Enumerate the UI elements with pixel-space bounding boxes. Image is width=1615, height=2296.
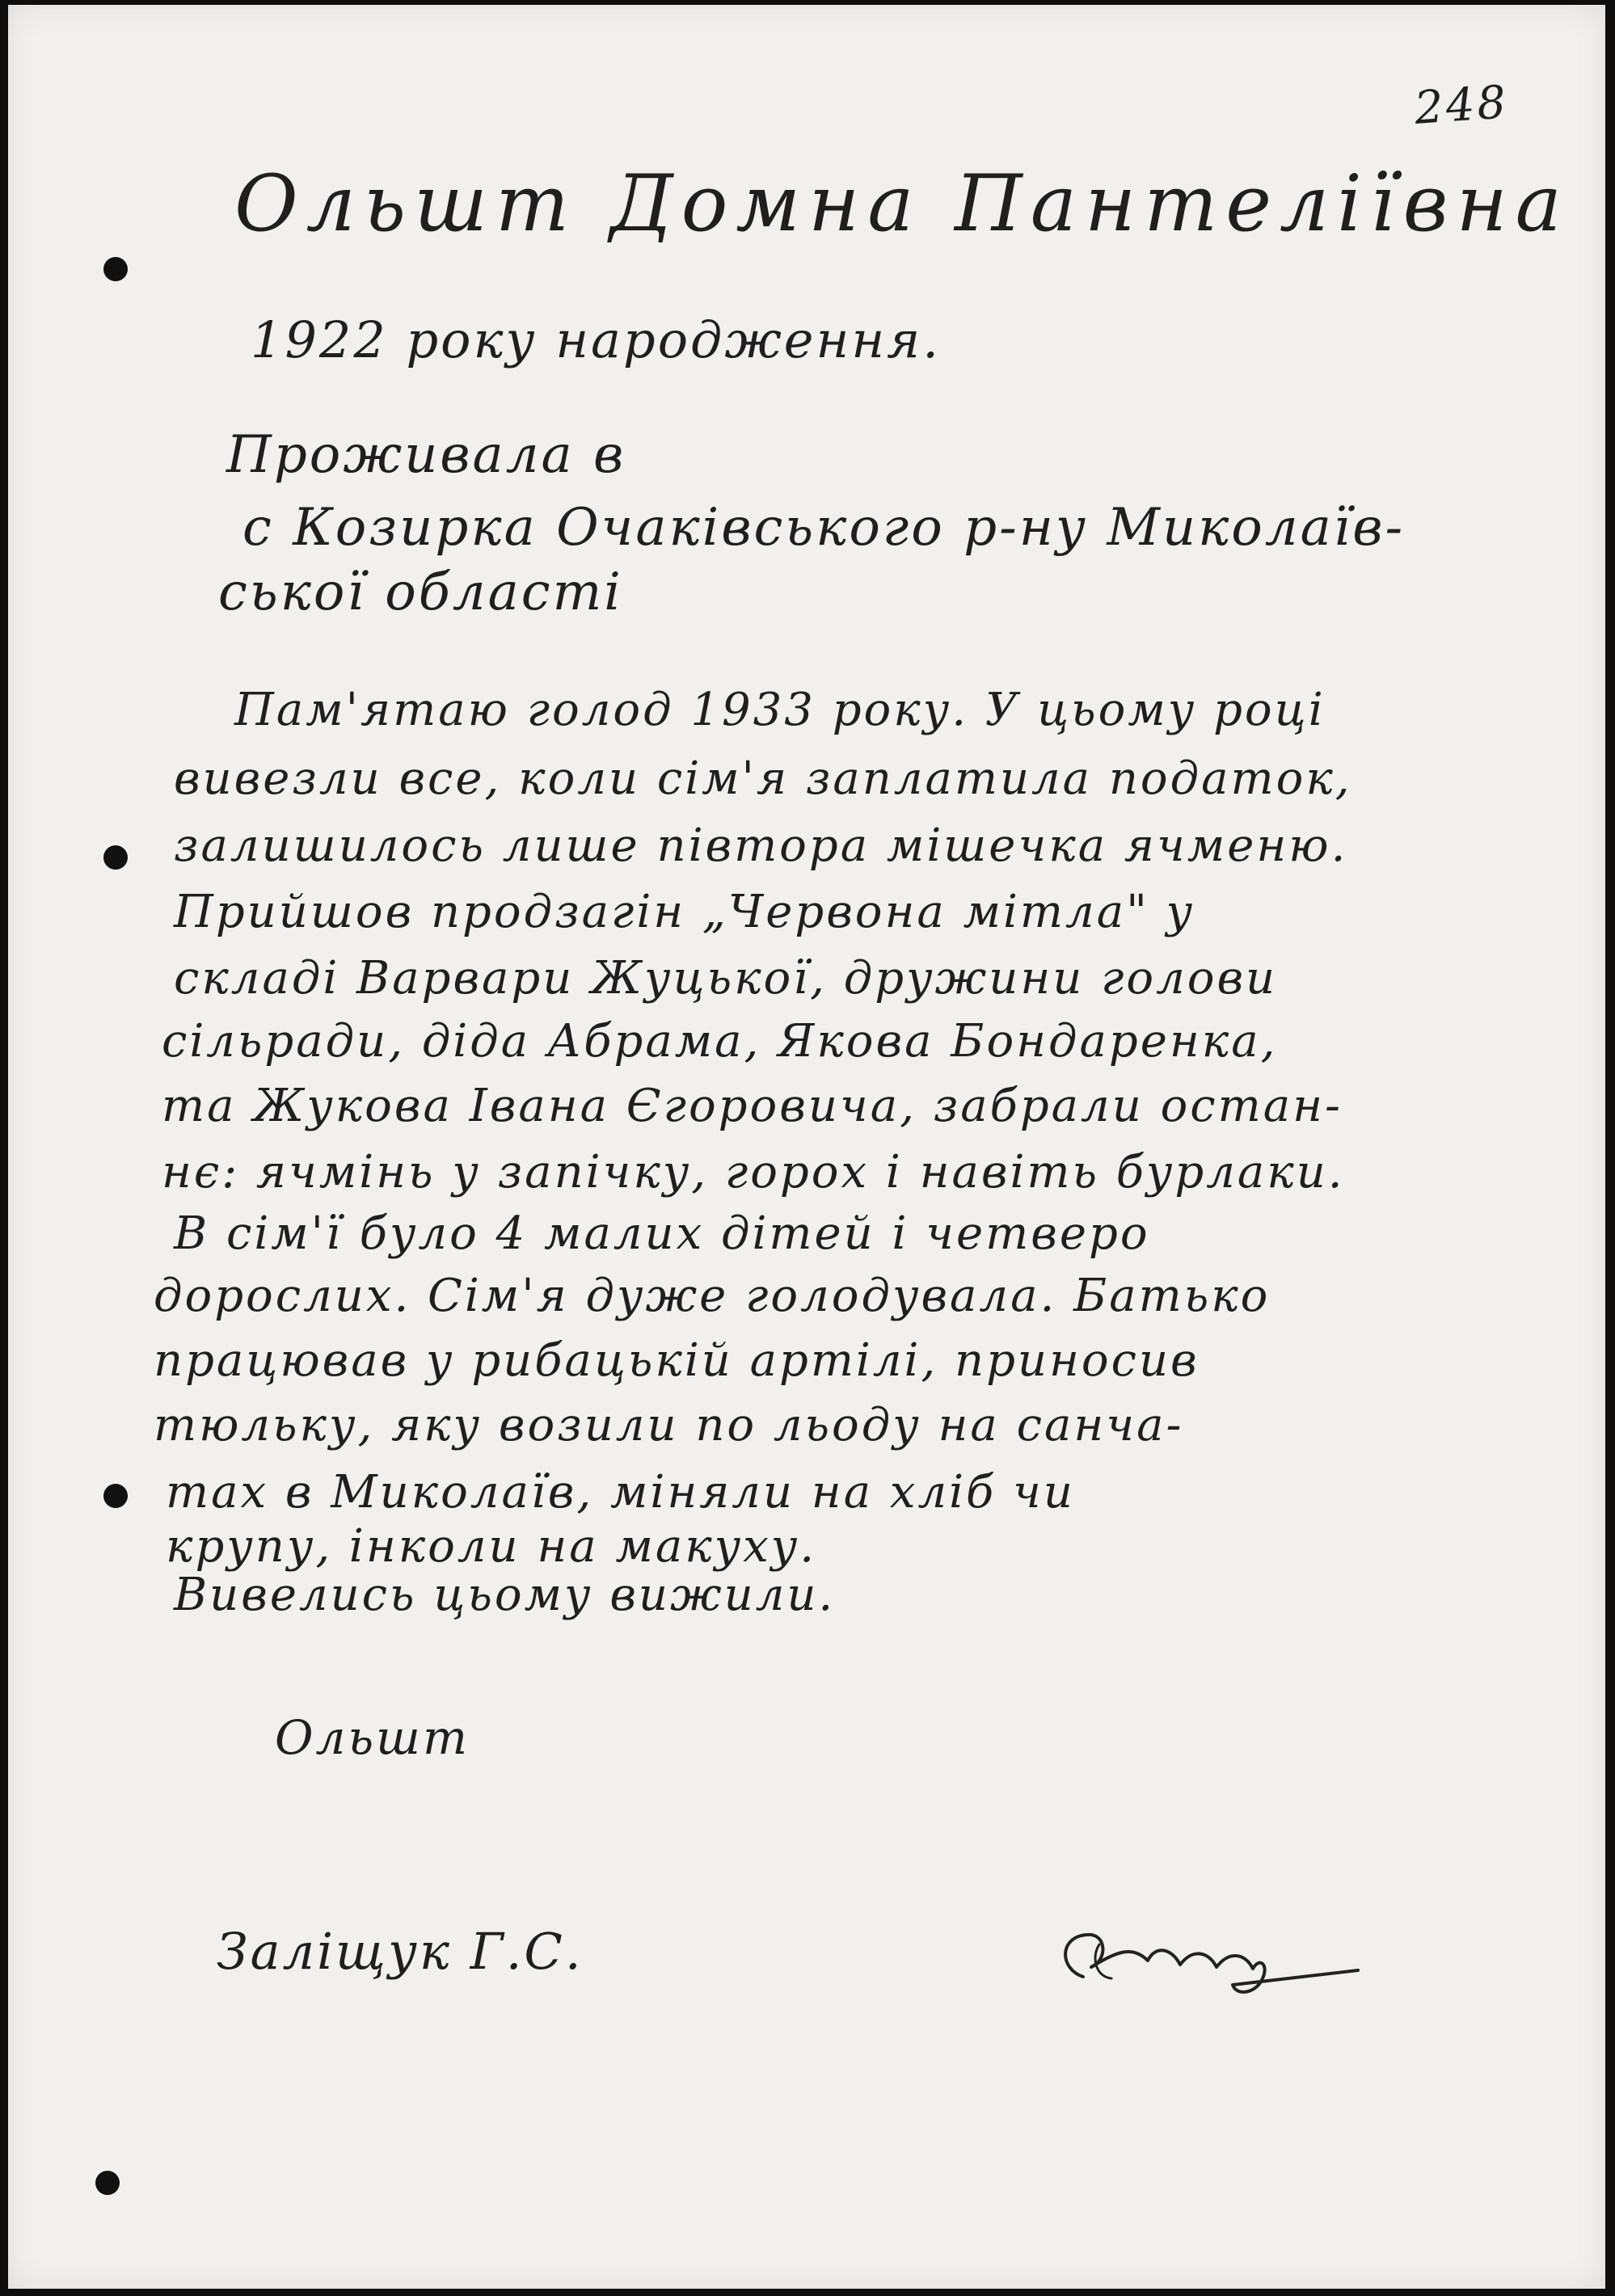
witness-name: Заліщук Г.С. [217, 1922, 584, 1981]
testimony-line: Вивелись цьому вижили. [174, 1569, 836, 1621]
testimony-line: В сім'ї було 4 малих дітей і четверо [174, 1207, 1150, 1260]
folio-number: 248 [1412, 76, 1511, 135]
document-page [8, 5, 1605, 2289]
testimony-line: крупу, інколи на макуху. [166, 1520, 817, 1573]
testimony-line: нє: ячмінь у запічку, горох і навіть бурлаки. [162, 1146, 1345, 1199]
testimony-line: дорослих. Сім'я дуже голодувала. Батько [154, 1270, 1271, 1322]
binder-hole [103, 845, 128, 870]
testimony-line: вивезли все, коли сім'я заплатила податок, [174, 752, 1352, 805]
testimony-line: залишилось лише півтора мішечка ячменю. [174, 819, 1348, 872]
testimony-line: працював у рибацькій артілі, приносив [154, 1334, 1200, 1387]
page-title: Ольшт Домна Пантеліївна [234, 158, 1570, 249]
residence-line: с Козирка Очаківського р-ну Миколаїв- [242, 498, 1406, 558]
testimony-line: Пам'ятаю голод 1933 року. У цьому році [234, 684, 1326, 736]
birth-year-line: 1922 року народження. [251, 310, 941, 369]
testimony-line: складі Варвари Жуцької, дружини голови [174, 952, 1278, 1005]
residence-line: ської області [218, 562, 623, 622]
testimony-line: сільради, діда Абрама, Якова Бондаренка, [162, 1015, 1278, 1068]
binder-hole [103, 1484, 128, 1508]
signature: Ольшт [275, 1710, 470, 1765]
binder-hole [103, 257, 128, 281]
testimony-line: та Жукова Івана Єгоровича, забрали остан- [162, 1080, 1343, 1132]
testimony-line: тюльку, яку возили по льоду на санча- [154, 1399, 1184, 1451]
residence-line: Проживала в [226, 425, 626, 485]
testimony-line: тах в Миколаїв, міняли на хліб чи [166, 1466, 1075, 1519]
testimony-line: Прийшов продзагін „Червона мітла" у [174, 886, 1195, 938]
witness-signature-scribble [1051, 1920, 1374, 2009]
binder-hole [95, 2171, 120, 2195]
